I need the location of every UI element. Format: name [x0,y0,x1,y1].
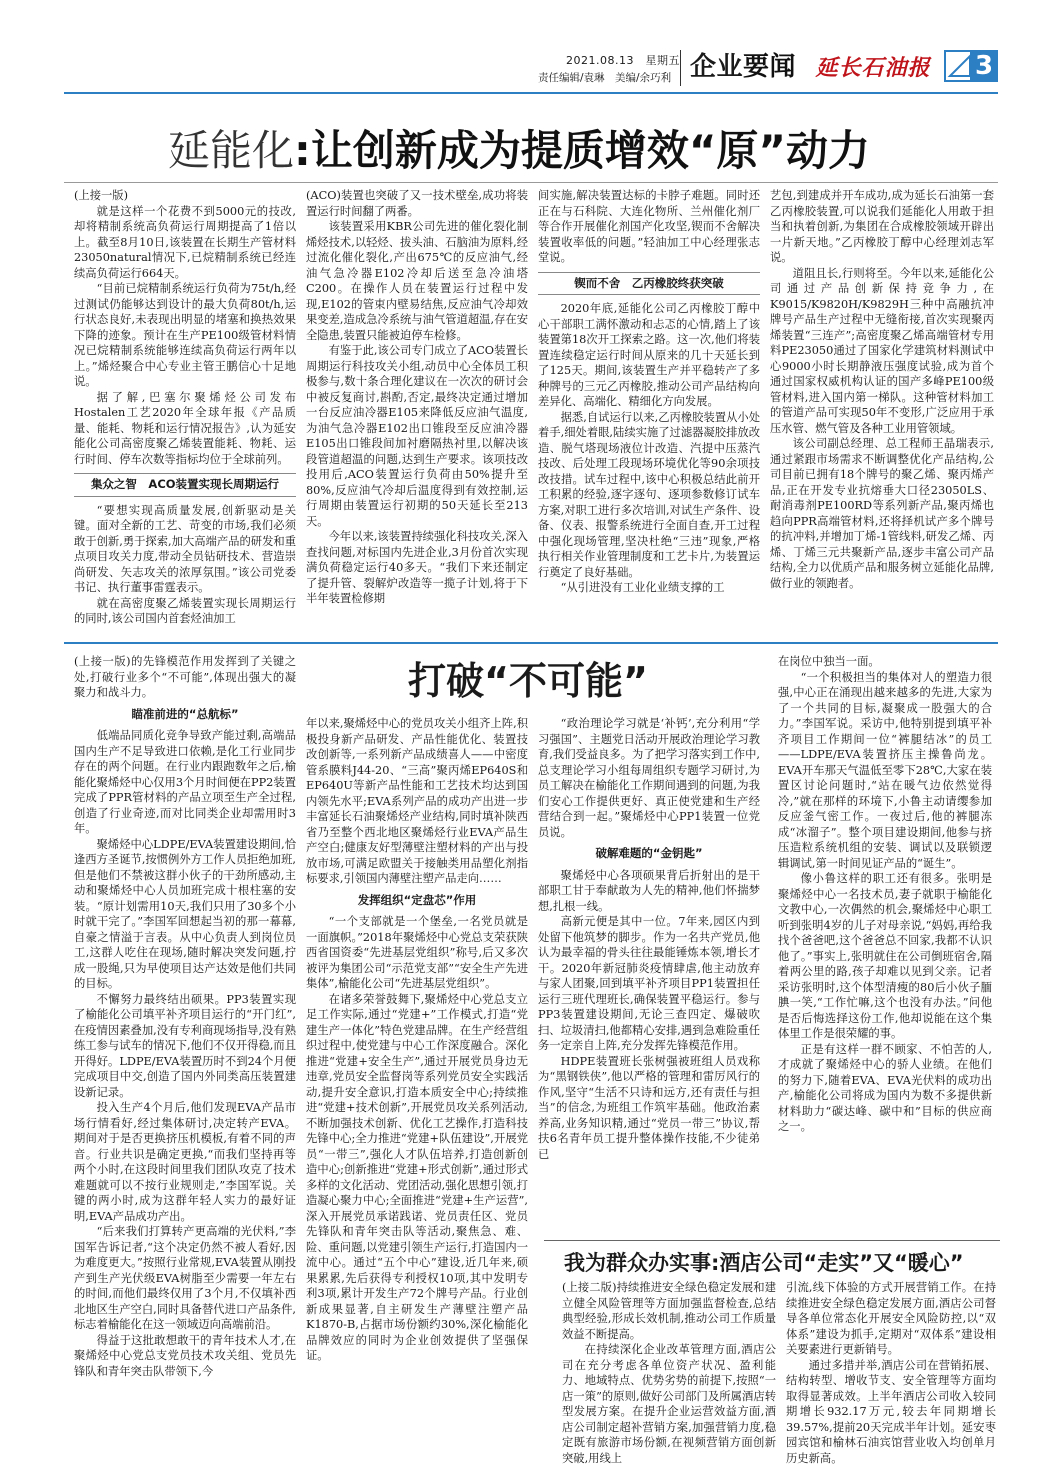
subheading: 发挥组织“定盘芯”作用 [357,892,477,907]
article1-column-2 [306,188,528,636]
paragraph: “后来我们打算转产更高端的光伏料,”李国军告诉记者,“这个决定仍然不被人看好,因为难度更大。”按照行业常规,EVA装置从刚投产到生产光伏级EVA树脂至少需要一年左右的时间,而他们最终仅用了3个月,不仅填补西北地区生产空白,同时具备替代进口产品条件,标志着榆能化在这一领域迈向高端前沿。 [74,1225,296,1331]
paragraph: 就在高密度聚乙烯装置实现长周期运行的同时,该公司国内首套烃油加工 [74,596,296,625]
article2-column-3 [538,716,760,1238]
paragraph: 投入生产4个月后,他们发现EVA产品市场行情看好,经过集体研讨,决定转产EVA。期间对于是否更换挤压机模板,有着不同的声音。行业共识是确定更换,“而我们坚持再等两个小时,在这段时间里我们团队攻克了技术难题就可以不按行业规则走,”李国军说。关键的两小时,成为这群年轻人实力的最好证明,EVA产品成功产出。 [74,1101,296,1223]
masthead-rule [64,92,998,94]
paragraph: HDPE装置班长张树强被班组人员戏称为“黑钢铁侠”,他以严格的管理和雷厉风行的作风,坚守“生活不只诗和远方,还有责任与担当”的信念,为班组工作筑牢基础。他政治素养高,业务知识精,通过“党员一带三”协议,帮扶6名青年员工提升整体操作技能,不少徒弟已 [538,1054,760,1161]
subheading: 锲而不舍 乙丙橡胶终获突破 [538,272,760,296]
paragraph: 像小鲁这样的职工还有很多。张明是聚烯烃中心一名技术员,妻子就职于榆能化文教中心,一次偶然的机会,聚烯烃中心职工听到张明4岁的儿子对母亲说,“妈妈,再给我找个爸爸吧,这个爸爸总不回家,我都不认识他了。”事实上,张明就住在公司倒班宿舍,隔着两公里的路,孩子却难以见到父亲。记者采访张明时,这个体型清瘦的80后小伙子腼腆一笑,“工作忙嘛,这个也没有办法。”问他是否后悔选择这份工作,他却说能在这个集体里工作是很荣耀的事。 [778,872,992,1040]
subheading: 瞄准前进的“总航标” [131,706,239,721]
paragraph: 聚烯烃中心各项硕果背后折射出的是干部职工甘于奉献敢为人先的精神,他们怀揣梦想,扎根一线。 [538,868,760,913]
paragraph: 据了解,巴塞尔聚烯烃公司发布Hostalen工艺2020年全球年报《产品质量、能耗、物耗和运行情况报告》,认为延安能化公司高密度聚乙烯装置能耗、物耗、运行时间、停车次数等指标均位于全球前列。 [74,390,296,466]
article3-column-1 [562,1280,776,1465]
paragraph: “要想实现高质量发展,创新驱动是关键。面对全新的工艺、苛变的市场,我们必须敢于创新,勇于探索,加大高端产品的研发和重点项目攻关力度,带动全员钻研技术、营造崇尚研发、矢志攻关的浓厚氛围。”该公司党委书记、执行董事雷霆表示。 [74,503,296,594]
subheading: 破解难题的“金钥匙” [595,846,703,860]
paragraph: 不懈努力最终结出硕果。PP3装置实现了榆能化公司填平补齐项目运行的“开门红”,在疫情因素叠加,没有专利商现场指导,没有熟练工参与试车的情况下,他们不仅开得稳,而且开得好。LDPE/EVA装置历时不到24个月便完成项目中交,创造了国内外同类高压装置建设新记录。 [74,992,296,1099]
paragraph: 2020年底,延能化公司乙丙橡胶丁醇中心干部职工满怀激动和忐忑的心情,踏上了该装置第18次开工探索之路。这一次,他们将装置连续稳定运行时间从原来的几十天延长到了125天。期间,该装置生产并平稳转产了多种牌号的三元乙丙橡胶,推动公司产品结构向差异化、高端化、精细化方向发展。 [538,302,760,408]
section-title-b: 要闻 [743,52,797,82]
paragraph: “目前已烷精制系统运行负荷为75t/h,经过测试仍能够达到设计的最大负荷80t/h,运行状态良好,未表现出明显的堵塞和换热效果下降的迹象。预计在生产PE100级管材料情况已烷精制系统能够连续高负荷运行两年以上。”烯烃聚合中心专业主管王鹏信心十足地说。 [74,282,296,388]
paragraph: 该装置采用KBR公司先进的催化裂化制烯烃技术,以轻烃、拔头油、石脑油为原料,经过流化催化裂化,产出675℃的反应油气,经油气急冷器E102冷却后送至急冷油塔C200。在操作人员在装置运行过程中发现,E102的管束内壁易结焦,反应油气冷却效果变差,造成急冷系统与油气管道超温,存在安全隐患,装置只能被迫停车检修。 [306,220,528,342]
paragraph: 年以来,聚烯烃中心的党员攻关小组齐上阵,积极投身新产品研发、产品性能优化、装置技改创新等,一系列新产品成绩喜人——中密度管系膜料J44-20、“三高”聚丙烯EP640S和EP640U等新产品性能和工艺技术均达到国内领先水平;EVA系列产品的成功产出进一步丰富延长石油聚烯烃产业结构,同时填补陕西省乃至整个西北地区聚烯烃行业EVA产品生产空白;健康友好型薄壁注塑材料的产出与投放市场,可满足欧盟关于接触类用品塑化剂指标要求,引领国内薄壁注塑产品走向…… [306,717,528,885]
article1-headline [168,118,870,178]
article3-headline: 我为群众办实事:酒店公司“走实”又“暖心” [564,1251,964,1275]
article3-column-2 [786,1280,996,1465]
paragraph: 该公司副总经理、总工程师王晶瑞表示,通过紧跟市场需求不断调整优化产品结构,公司目前已拥有18个牌号的聚乙烯、聚丙烯产品,正在开发专业抗熔垂大口径23050LS、耐消毒剂PE100RD等系列新产品,聚丙烯也趋向PPR高端管材料,还将择机试产多个牌号的抗冲料,并增加丁烯-1管线料,研发乙烯、丙烯、丁烯三元共聚新产品,逐步丰富公司产品结构,全力以优质产品和服务树立延能化品牌,做行业的领跑者。 [770,437,994,590]
masthead [0,0,1048,92]
paragraph: 聚烯烃中心LDPE/EVA装置建设期间,恰逢西方圣诞节,按惯例外方工作人员拒绝加班,但是他们不禁被这群小伙子的干劲所感动,主动和聚烯烃中心人员加班完成十根柱塞的安装。“原计划需用10天,我们只用了30多个小时就干完了。”李国军回想起当初的那一幕幕,自豪之情溢于言表。从中心负责人到岗位员工,这群人吃住在现场,随时解决突发问题,拧成一股绳,只为早使项目达产达效是他们共同的目标。 [74,837,296,990]
paragraph: 得益于这批敢想敢干的青年技术人才,在聚烯烃中心党总支党员技术攻关组、党员先锋队和青年突击队带领下,今 [74,1333,296,1378]
page-number: 3 [970,50,998,82]
section-title-a: 企业 [690,52,744,82]
subheading: 集众之智 ACO装置实现长周期运行 [74,473,296,497]
paragraph: 在诸多荣誉鼓舞下,聚烯烃中心党总支立足工作实际,通过“党建+”工作模式,打造“党建生产一体化”特色党建品牌。在生产经营组织过程中,使党建与中心工作深度融合。深化推进“党建+安全生产”,通过开展党员身边无违章,党员安全监督岗等系列党员安全实践活动,提升安全意识,打造本质安全中心;持续推进“党建+技术创新”,开展党员攻关系列活动,不断加强技术创新、优化工艺操作,打造科技先锋中心;全力推进“党建+队伍建设”,开展党员“一带三”,强化人才队伍培养,打造创新创造中心;创新推进“党建+形式创新”,通过形式多样的文化活动、党团活动,强化思想引领,打造凝心聚力中心;全面推进“党建+生产运营”,深入开展党员承诺践诺、党员责任区、党员先锋队和青年突击队等活动,聚焦急、难、险、重问题,以党建引领生产运行,打造国内一流中心。通过“五个中心”建设,近几年来,硕果累累,先后获得专利授权10项,其中发明专利3项,累计开发生产72个牌号产品。行业创新成果显著,自主研发生产薄壁注塑产品K1870-B,占据市场份额约30%,深化榆能化品牌效应的同时为企业创效提供了坚强保证。 [306,992,528,1362]
paragraph: 就是这样一个花费不到5000元的技改,却将精制系统高负荷运行周期提高了1倍以上。截至8月10日,该装置在长期生产管材料23050natural情况下,已烷精制系统已经连续高负荷运行664天。 [74,204,296,280]
paragraph: “政治理论学习就是‘补钙’,充分利用“学习强国”、主题党日活动开展政治理论学习教育,我们受益良多。为了把学习落实到工作中,总支理论学习小组每周组织专题学习研讨,为员工解决在榆能化工作期间遇到的问题,为我们安心工作提供更好、真正使党建和生产经营结合到一起。”聚烯烃中心PP1装置一位党员说。 [538,717,760,839]
section-title [690,46,796,83]
paragraph: 在持续深化企业改革管理方面,酒店公司在充分考虑各单位资产状况、盈利能力、地域特点、优势劣势的前提下,按照“一店一策”的原则,做好公司部门及所属酒店转型发展方案。在提升企业运营效益方面,酒店公司制定超补营销方案,加强营销力度,稳定既有旅游市场份额,在视频营销方面创新突破,用线上 [562,1343,776,1465]
paragraph: (上接二版)持续推进安全绿色稳定发展和建立健全风险管理等方面加强监督检查,总结典型经验,形成长效机制,推动公司工作质量效益不断提高。 [562,1281,776,1341]
masthead-divider [680,50,681,86]
article1-column-3 [538,188,760,636]
article-divider [64,642,998,644]
article1-headline-b: 让创新成为提质增效“原”动力 [310,126,871,175]
paragraph: (上接一版)的先锋模范作用发挥到了关键之处,打破行业多个“不可能”,体现出强大的凝聚力和战斗力。 [74,655,296,699]
paragraph: 间实施,解决装置达标的卡脖子难题。同时还正在与石科院、大连化物所、兰州催化剂厂等合作开展催化剂国产化攻坚,锲而不舍解决装置收率低的问题。”轻油加工中心经理张志堂说。 [538,189,760,264]
paragraph: 今年以来,该装置持续强化科技攻关,深入查找问题,对标国内先进企业,3月份首次实现满负荷稳定运行40多天。“我们下来还制定了提升管、裂解炉改造等一揽子计划,将于下半年装置检修期 [306,530,528,605]
paragraph: “从引进没有工业化业绩支撑的工 [560,581,725,594]
paragraph: 高新元便是其中一位。7年来,园区内到处留下他筑梦的脚步。作为一名共产党员,他认为最幸福的骨头往往最能锤炼本领,增长才干。2020年新冠肺炎疫情肆虐,他主动放弃与家人团聚,回到填平补齐项目PP1装置担任运行三班代理班长,确保装置平稳运行。参与PP3装置建设期间,无论三查四定、爆破吹扫、垃圾清扫,他都精心安排,遇到急难险重任务一定亲自上阵,充分发挥先锋模范作用。 [538,915,760,1052]
paragraph: 艺包,到建成并开车成功,成为延长石油第一套乙丙橡胶装置,可以说我们延能化人用敢于担当和执着创新,为集团在合成橡胶领域开辟出一片新天地。”乙丙橡胶丁醇中心经理刘志军说。 [770,189,994,264]
paragraph: “一个积极担当的集体对人的塑造力很强,中心正在涌现出越来越多的先进,大家为了一个共同的目标,凝聚成一股强大的合力。”李国军说。采访中,他特别提到填平补齐项目工作期间一位“裤腿结冰”的员工——LDPE/EVA装置挤压主操鲁尚龙。EVA开车那天气温低至零下28℃,大家在装置区讨论问题时,“站在暖气边依然觉得冷,”就在那样的环境下,小鲁主动请缨参加反应釜气密工作。一夜过后,他的裤腿冻成“冰溜子”。整个项目建设期间,他参与挤压造粒系统机组的安装、调试以及联锁逻辑调试,第一时间见证产品的“诞生”。 [778,670,992,870]
article2-headline: 打破“不可能” [408,659,648,703]
article2-column-4 [778,654,992,1238]
paragraph: 低端品同质化竞争导致产能过剩,高端品国内生产不足导致进口依赖,是化工行业同步存在的两个问题。在行业内跟跑数年之后,榆能化聚烯烃中心仅用3个月时间便在PP2装置完成了PPR管材料的产品立项至生产全过程,创造了行业奇迹,而对比同类企业却需用时3年。 [74,729,296,835]
newspaper-logo: 延长石油报 [800,48,946,84]
paragraph: (上接一版) [74,189,129,202]
paragraph: “一个支部就是一个堡垒,一名党员就是一面旗帜。”2018年聚烯烃中心党总支荣获陕西省国资委“先进基层党组织”称号,后又多次被评为集团公司“示范党支部”“安全生产先进集体”,榆能化公司“先进基层党组织”。 [306,915,528,990]
paragraph: 有鉴于此,该公司专门成立了ACO装置长周期运行科技攻关小组,动员中心全体员工积极参与,数十条合理化建议在一次次的研讨会中被反复商讨,斟酌,否定,最终决定通过增加一台反应油冷器E105来降低反应油气温度,为油气急冷器E102出口锥段至反应油冷器E105出口锥段间加衬磨隔热衬里,以解决该段管道超温的问题,达到生产要求。该项技改投用后,ACO装置运行负荷由50%提升至80%,反应油气冷却后温度得到有效控制,运行周期由装置运行初期的50天延长至213天。 [306,344,528,528]
paragraph: 道阻且长,行则将至。今年以来,延能化公司通过产品创新保持竞争力,在K9015/K9820H/K9829H三种中高融抗冲牌号产品生产过程中无缝衔接,首次实现聚丙烯装置“三连产”;高密度聚乙烯高端管材专用料PE23050通过了国家化学建筑材料测试中心9000小时长期静液压强度试验,成为首个通过国家权威机构认证的国产多峰PE100级管材料,进入国内第一梯队。这种管材料加工的管道产品可实现50年不变形,广泛应用于承压水管、燃气管及各种工业用管领域。 [770,266,994,435]
article2-column-2 [306,716,528,1430]
paragraph: 据悉,自试运行以来,乙丙橡胶装置从小处着手,细处着眼,陆续实施了过滤器凝胶排放改造、脱气塔现场液位计改造、汽提中压蒸汽技改、后处理工段现场环境优化等90余项技改技措。试车过程中,该中心积极总结此前开工积累的经验,逐字逐句、逐项参数修订试车方案,对职工进行多次培训,对试生产条件、设备、仪表、报警系统进行全面自查,开工过程中强化现场管理,坚决杜绝“三违”现象,严格执行相关作业管理制度和工艺卡片,为装置运行奠定了良好基础。 [538,410,760,579]
issue-date: 2021.08.13 星期五 [566,54,680,67]
paragraph: 正是有这样一群不顾家、不怕苦的人,才成就了聚烯烃中心的骄人业绩。在他们的努力下,随着EVA、EVA光伏料的成功出产,榆能化公司将成为国内为数不多提供新材料助力“碳达峰、碳中和”目标的供应商之一。 [778,1042,992,1133]
paragraph: 通过多措并举,酒店公司在营销拓展、结构转型、增收节支、安全管理等方面均取得显著成效。上半年酒店公司收入较同期增长932.17万元,较去年同期增长39.57%,提前20天完成半年计划。延安枣园宾馆和榆林石油宾馆营业收入均创单月历史新高。 [786,1358,996,1465]
paragraph: 在岗位中独当一面。 [778,655,880,668]
paragraph: 引流,线下体验的方式开展营销工作。在持续推进安全绿色稳定发展方面,酒店公司督导各单位常态化开展安全风险防控,以“双体系”建设为抓手,定期对“双体系”建设相关要素进行更新销号。 [786,1281,996,1356]
paragraph: (ACO)装置也突破了又一技术壁垒,成功将装置运行时间翻了两番。 [306,189,528,218]
editor-credits: 责任编辑/袁琳 美编/余巧利 [538,72,672,84]
article1-headline-a: 延能化 [168,126,295,175]
article2-column-1 [74,654,296,1430]
article1-rule [64,182,998,183]
article1-headline-sep: : [294,126,311,175]
article1-column-1 [74,188,296,636]
article1-column-4 [770,188,994,636]
